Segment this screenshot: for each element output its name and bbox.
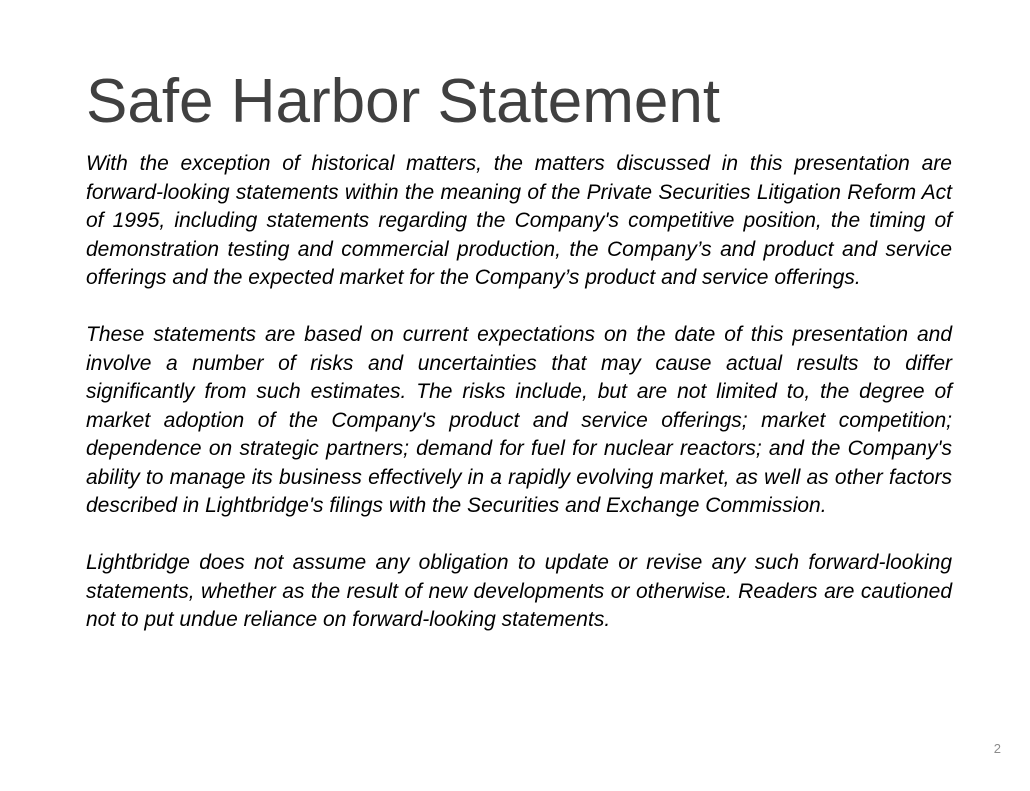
paragraph-no-obligation: Lightbridge does not assume any obligation to update or revise any such forward-looking statements, whether as the result of new developments or otherwise. Readers are cautioned not to put undue reliance on forward-looking statements. <box>86 551 952 631</box>
paragraph-risks: These statements are based on current expectations on the date of this presentation and involve a number of risks and uncertainties that may cause actual results to differ significantly from such estimates. The risks include, but are not limited to, the degree of market adoption of the Company's product and service offerings; market competition; dependence on strategic partners; demand for fuel for nuclear reactors; and the Company's ability to manage its business effectively in a rapidly evolving market, as well as other factors described in Lightbridge's filings with the Securities and Exchange Commission. <box>86 323 952 517</box>
paragraph-forward-looking: With the exception of historical matters, the matters discussed in this presentation are forward-looking statements within the meaning of the Private Securities Litigation Reform Act of 1995, including statements regarding the Company's competitive position, the timing of demonstration testing and commercial production, the Company’s and product and service offerings and the expected market for the Company’s product and service offerings. <box>86 152 952 289</box>
slide-title: Safe Harbor Statement <box>86 67 721 136</box>
page-number: 2 <box>993 741 1001 756</box>
safe-harbor-body <box>86 150 952 635</box>
